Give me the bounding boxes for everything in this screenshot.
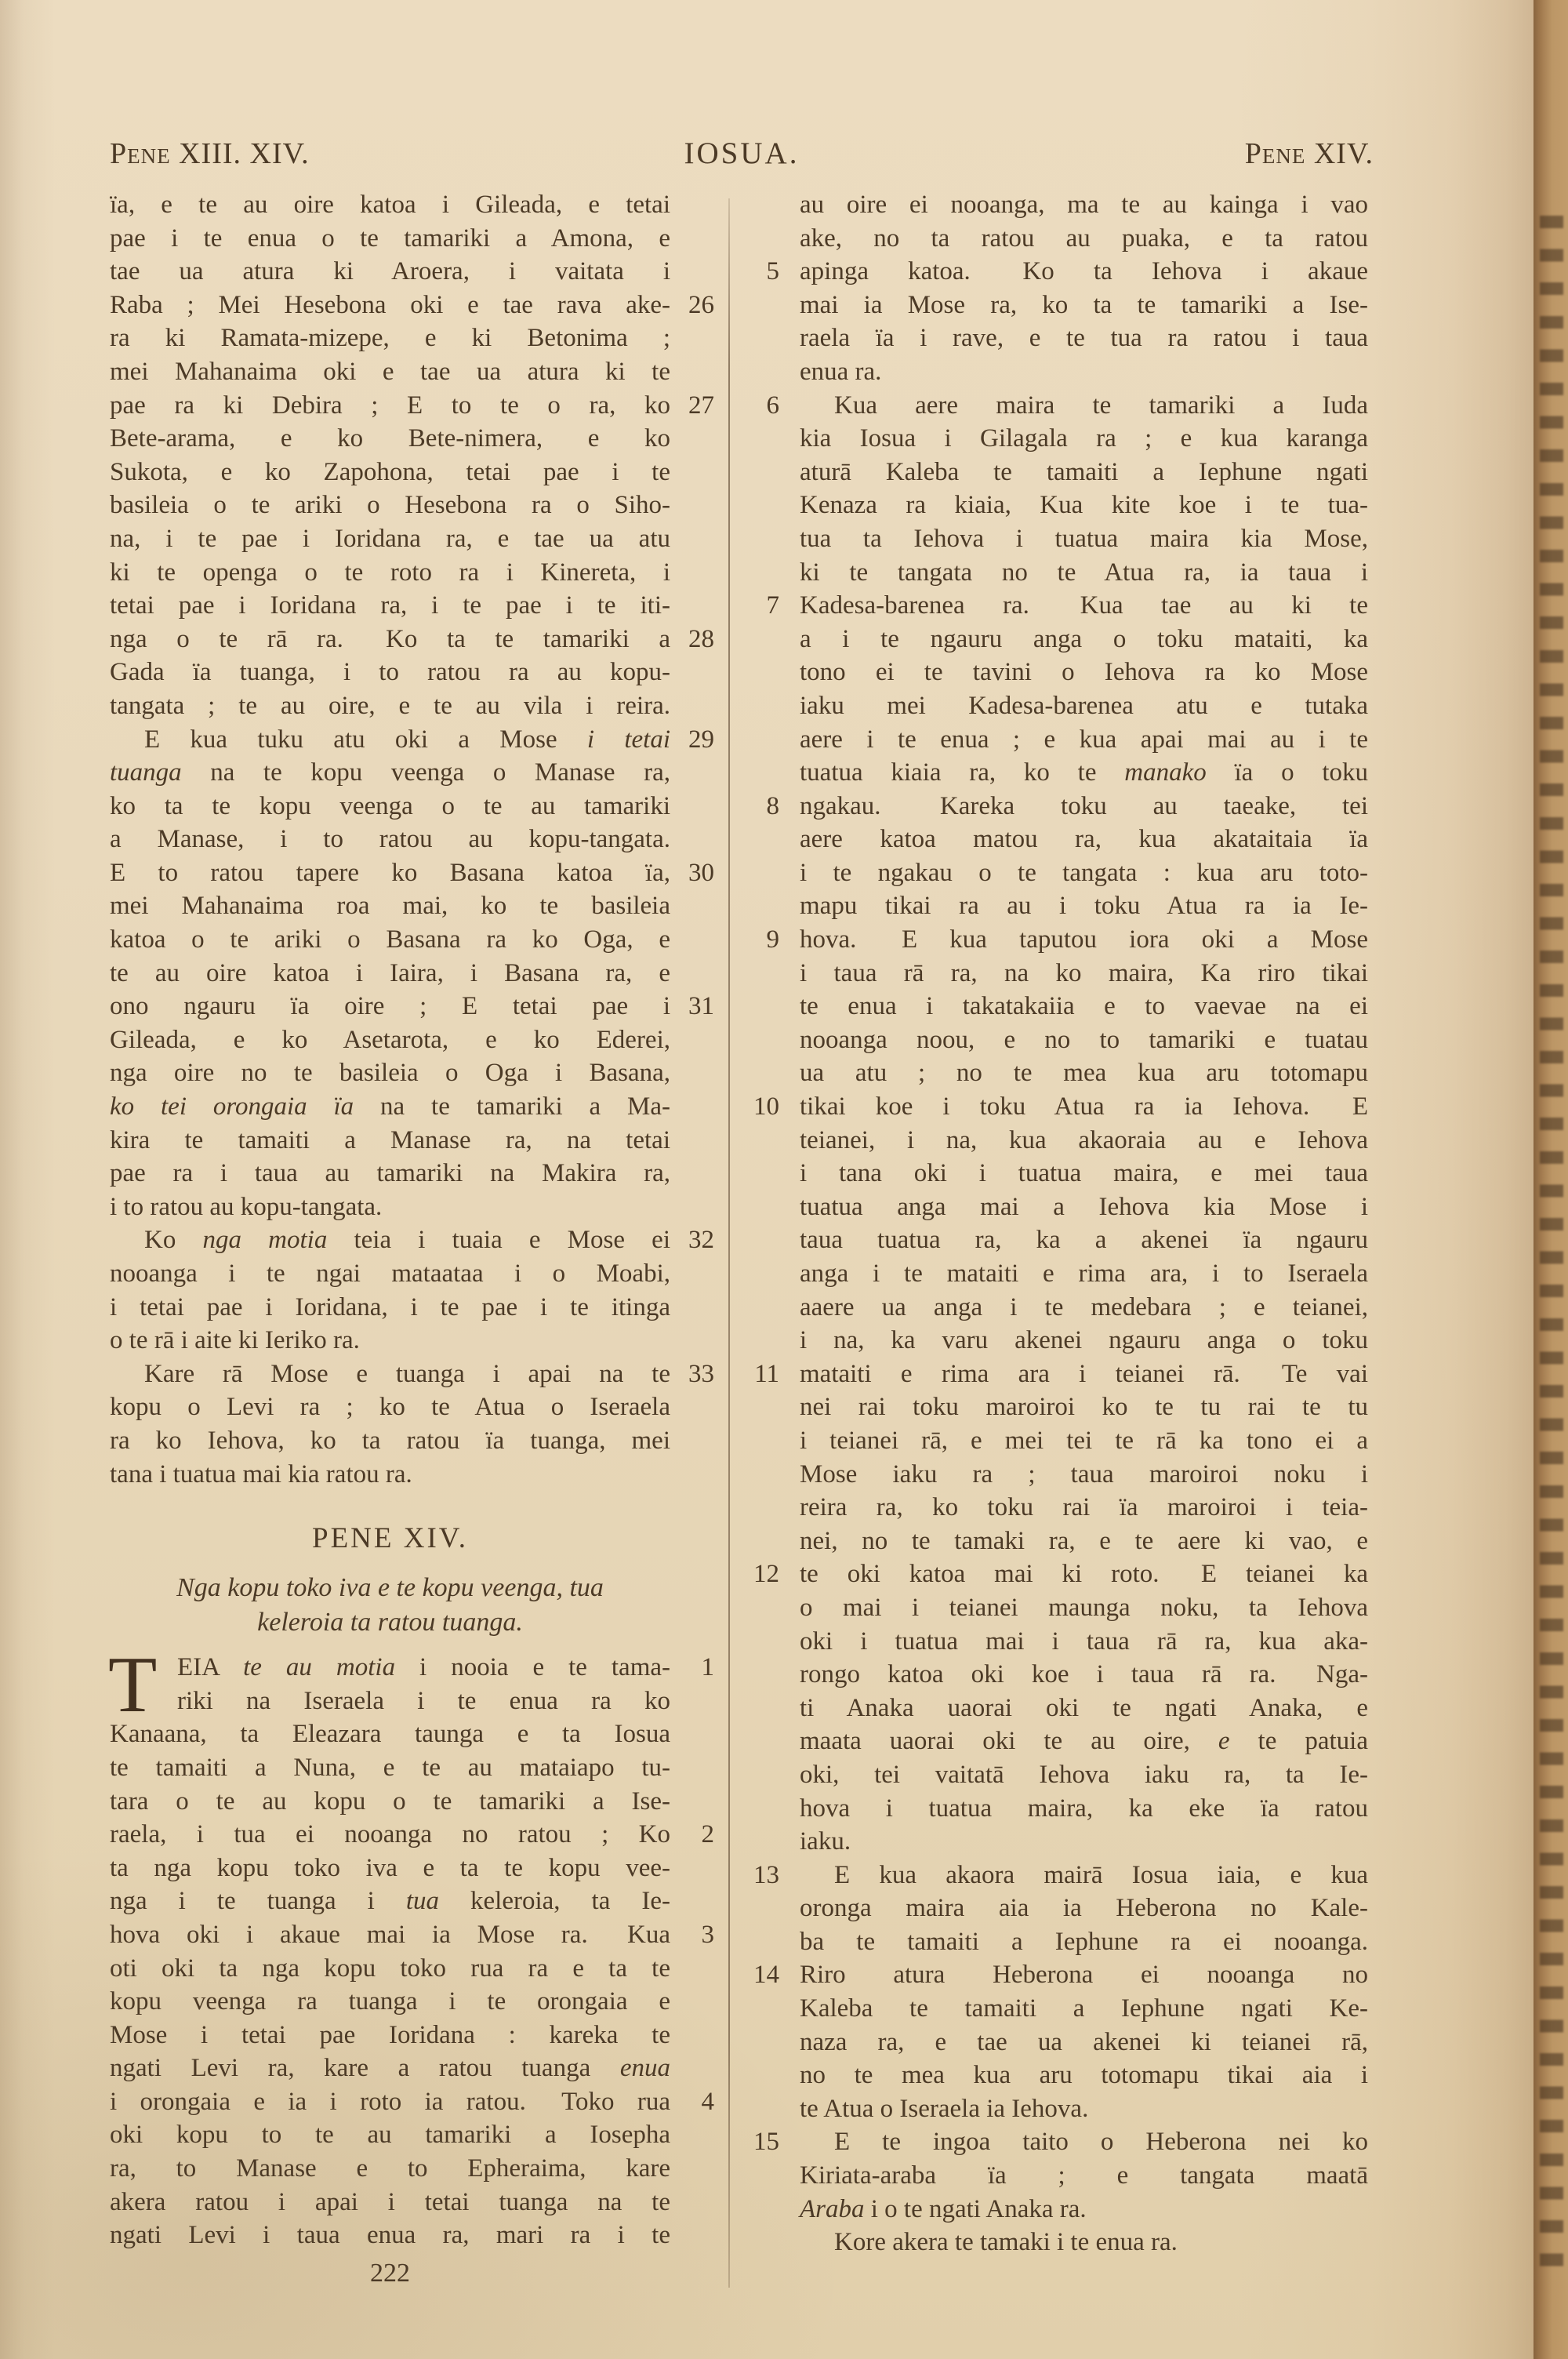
verse-number: 4 — [701, 2087, 714, 2116]
text-line: maata uaorai oki te au oire, e te patuia — [800, 1727, 1369, 1756]
text-line: kira te tamaiti a Manase ra, na tetai — [110, 1125, 670, 1154]
text-line: hova oki i akaue mai ia Mose ra. Kua 3 — [110, 1918, 670, 1952]
text-line: nei, no te tamaki ra, e te aere ki vao, e — [800, 1526, 1368, 1555]
text-line: basileia o te ariki o Hesebona ra o Siho- — [110, 491, 670, 520]
text-line: raela ïa i rave, e te tua ra ratou i taua — [800, 324, 1368, 353]
text-line: naza ra, e tae ua akenei ki teianei rā, — [800, 2027, 1368, 2056]
text-line: Riro atura Heberona ei nooanga no 14 — [800, 1958, 1368, 1992]
text-line: Kadesa-barenea ra. Kua tae au ki te 7 — [800, 589, 1368, 623]
text-line: te au oire katoa i Iaira, i Basana ra, e — [110, 958, 670, 987]
text-line: iaku. — [800, 1827, 851, 1856]
text-line: ki te openga o te roto ra i Kinereta, i — [110, 558, 670, 587]
verse-number: 7 — [766, 591, 779, 620]
text-line: ba te tamaiti a Iephune ra ei nooanga. — [800, 1927, 1368, 1956]
text-line: nga o te rā ra. Ko ta te tamariki a 28 — [110, 623, 670, 656]
column-divider-rule — [728, 198, 730, 2288]
text-line: Mose iaku ra ; taua maroiroi noku i — [800, 1459, 1368, 1488]
text-line: ngati Levi i taua enua ra, mari ra i te — [110, 2221, 670, 2250]
text-line: E te ingoa taito o Heberona nei ko 15 — [800, 2125, 1368, 2159]
text-line: te Atua o Iseraela ia Iehova. — [800, 2094, 1089, 2123]
running-head-title: IOSUA. — [684, 136, 800, 170]
text-line: Araba i o te ngati Anaka ra. — [800, 2194, 1087, 2223]
text-line: ki te tangata no te Atua ra, ia taua i — [800, 558, 1368, 587]
text-line: mei Mahanaima roa mai, ko te basileia — [110, 892, 670, 921]
text-line: i na, ka varu akenei ngauru anga o toku — [800, 1326, 1368, 1355]
text-line: kopu o Levi ra ; ko te Atua o Iseraela — [110, 1393, 670, 1422]
text-line: EIA te au motia i nooia e te tama- 1 — [110, 1651, 670, 1685]
text-line: te enua i takatakaiia e to vaevae na ei — [800, 992, 1368, 1021]
chapter-heading: PENE XIV. — [312, 1522, 468, 1555]
text-line: katoa o te ariki o Basana ra ko Oga, e — [110, 925, 670, 954]
text-line: ïa, e te au oire katoa i Gileada, e tetai — [110, 191, 670, 219]
text-line: mataiti e rima ara i teianei rā. Te vai 11 — [800, 1358, 1368, 1391]
text-line: tono ei te tavini o Iehova ra ko Mose — [800, 658, 1368, 687]
text-line: mapu tikai ra au i toku Atua ra ia Ie- — [800, 892, 1368, 921]
text-line: aturā Kaleba te tamaiti a Iephune ngati — [800, 457, 1368, 486]
right-column — [753, 188, 1369, 2259]
text-line: Sukota, e ko Zapohona, tetai pae i te — [110, 457, 670, 486]
text-line: reira ra, ko toku rai ïa maroiroi i teia- — [800, 1493, 1368, 1522]
text-line: kopu veenga ra tuanga i te orongaia e — [110, 1987, 670, 2016]
text-line: ra, to Manase e to Epheraima, kare — [110, 2154, 670, 2183]
text-line: ti Anaka uaorai oki te ngati Anaka, e — [800, 1693, 1368, 1722]
text-line: i tetai pae i Ioridana, i te pae i te itinga — [110, 1292, 670, 1321]
text-line: Kiriata-araba ïa ; e tangata maatā — [800, 2161, 1368, 2190]
chapter-opening-paragraph — [108, 1641, 714, 2252]
verse-number: 3 — [701, 1920, 714, 1949]
text-line: nooanga i te ngai mataataa i o Moabi, — [110, 1259, 670, 1288]
chapter-subtitle-line-2: keleroia ta ratou tuanga. — [257, 1608, 523, 1637]
verse-number: 5 — [766, 257, 779, 286]
text-line: ua atu ; no te mea kua aru totomapu — [800, 1059, 1368, 1088]
text-line: oki kopu to te au tamariki a Iosepha — [110, 2121, 670, 2150]
chapter-subtitle-line-1: Nga kopu toko iva e te kopu veenga, tua — [176, 1573, 604, 1603]
text-line: Kaleba te tamaiti a Iephune ngati Ke- — [800, 1994, 1368, 2023]
text-line: no te mea kua aru totomapu tikai aia i — [800, 2061, 1368, 2090]
text-line: i orongaia e ia i roto ia ratou. Toko rua 4 — [110, 2085, 670, 2119]
text-line: Gileada, e ko Asetarota, e ko Ederei, — [110, 1025, 670, 1054]
text-line: ko tei orongaia ïa na te tamariki a Ma- — [110, 1092, 671, 1121]
text-line: enua ra. — [800, 357, 882, 386]
running-head — [110, 132, 1374, 176]
verse-number: 33 — [688, 1359, 714, 1388]
left-column — [108, 188, 714, 2290]
chapter-opening-text — [108, 1641, 714, 2252]
text-line: iaku mei Kadesa-barenea atu e tutaka — [800, 691, 1368, 720]
text-line: te tamaiti a Nuna, e te au mataiapo tu- — [110, 1753, 670, 1782]
text-line: pae i te enua o te tamariki a Amona, e — [110, 224, 670, 253]
text-line: pae ra i taua au tamariki na Makira ra, — [110, 1159, 670, 1188]
text-line: i teianei rā, e mei tei te rā ka tono ei a — [800, 1426, 1368, 1455]
text-line: mei Mahanaima oki e tae ua atura ki te — [110, 357, 670, 386]
text-line: pae ra ki Debira ; E to te o ra, ko 27 — [110, 389, 670, 423]
left-column-text — [110, 188, 714, 1491]
text-line: tikai koe i toku Atua ra ia Iehova. E 10 — [800, 1090, 1368, 1124]
text-line: ngati Levi ra, kare a ratou tuanga enua — [110, 2054, 670, 2083]
text-line: nei rai toku maroiroi ko te tu rai te tu — [800, 1393, 1368, 1422]
text-line: E kua tuku atu oki a Mose i tetai 29 — [110, 723, 670, 757]
text-line: nga oire no te basileia o Oga i Basana, — [110, 1059, 670, 1088]
text-line: tua ta Iehova i tuatua maira kia Mose, — [800, 524, 1368, 553]
text-line: i taua rā ra, na ko maira, Ka riro tikai — [800, 958, 1368, 987]
text-line: tae ua atura ki Aroera, i vaitata i — [110, 257, 670, 286]
text-line: a Manase, i to ratou au kopu-tangata. — [110, 825, 670, 854]
text-line: Mose i tetai pae Ioridana : kareka te — [110, 2020, 670, 2049]
text-line: oti oki ta nga kopu toko rua ra e ta te — [110, 1954, 670, 1983]
verse-number: 10 — [753, 1092, 779, 1121]
verse-number: 12 — [753, 1560, 779, 1589]
verse-number: 8 — [766, 791, 779, 820]
text-line: Bete-arama, e ko Bete-nimera, e ko — [110, 424, 670, 453]
verse-number: 9 — [766, 925, 779, 954]
text-line: tara o te au kopu o te tamariki a Ise- — [110, 1787, 670, 1816]
text-line: rongo katoa oki koe i taua rā ra. Nga- — [800, 1660, 1368, 1689]
right-column-text — [753, 188, 1369, 2259]
text-line: taua tuatua ra, ka a akenei ïa ngauru — [800, 1226, 1368, 1255]
text-line: raela, i tua ei nooanga no ratou ; Ko 2 — [110, 1818, 670, 1852]
verse-number: 13 — [753, 1860, 779, 1889]
text-line: hova i tuatua maira, ka eke ïa ratou — [800, 1794, 1368, 1823]
text-line: ake, no ta ratou au puaka, e ta ratou — [800, 224, 1368, 253]
running-head-left: Pene XIII. XIV. — [110, 137, 310, 170]
verse-number: 30 — [688, 858, 714, 887]
text-line: tuatua kiaia ra, ko te manako ïa o toku — [800, 758, 1369, 787]
verse-number: 2 — [701, 1820, 714, 1849]
text-line: tetai pae i Ioridana ra, i te pae i te iti- — [110, 591, 670, 620]
text-line: te oki katoa mai ki roto. E teianei ka 12 — [800, 1558, 1368, 1591]
text-line: apinga katoa. Ko ta Iehova i akaue 5 — [800, 255, 1368, 289]
verse-number: 15 — [753, 2128, 779, 2157]
text-line: E kua akaora mairā Iosua iaia, e kua 13 — [800, 1859, 1368, 1892]
text-line: aere i te enua ; e kua apai mai au i te — [800, 725, 1368, 754]
text-line: riki na Iseraela i te enua ra ko — [177, 1686, 670, 1715]
verse-number: 29 — [688, 725, 714, 754]
text-line: Kore akera te tamaki i te enua ra. — [834, 2228, 1178, 2257]
text-line: hova. E kua taputou iora oki a Mose 9 — [800, 923, 1368, 957]
text-line: ta nga kopu toko iva e ta te kopu vee- — [110, 1853, 670, 1882]
text-line: ra ki Ramata-mizepe, e ki Betonima ; — [110, 324, 670, 353]
text-line: ono ngauru ïa oire ; E tetai pae i 31 — [110, 990, 670, 1023]
text-line: oki, tei vaitatā Iehova iaku ra, ta Ie- — [800, 1760, 1368, 1789]
text-line: ngakau. Kareka toku au taeake, tei 8 — [800, 790, 1368, 823]
text-line: oki i tuatua mai i taua rā ra, kua aka- — [800, 1627, 1368, 1656]
text-line: nooanga noou, e no to tamariki e tuatau — [800, 1025, 1368, 1054]
text-line: i tana oki i tuatua maira, e mei taua — [800, 1159, 1368, 1188]
text-line: Gada ïa tuanga, i to ratou ra au kopu- — [110, 658, 670, 687]
text-line: Kua aere maira te tamariki a Iuda 6 — [800, 389, 1368, 423]
verse-number: 32 — [688, 1226, 714, 1255]
text-line: i to ratou au kopu-tangata. — [110, 1192, 383, 1221]
text-line: Kare rā Mose e tuanga i apai na te 33 — [110, 1358, 670, 1391]
text-line: tana i tuatua mai kia ratou ra. — [110, 1459, 412, 1488]
verse-number: 11 — [754, 1359, 779, 1388]
text-line: tuanga na te kopu veenga o Manase ra, — [110, 758, 670, 787]
text-line: au oire ei nooanga, ma te au kainga i vao — [800, 191, 1368, 219]
drop-cap-letter: T — [108, 1641, 158, 1730]
text-line: aere katoa matou ra, kua akataitaia ïa — [800, 825, 1368, 854]
text-line: akera ratou i apai i tetai tuanga na te — [110, 2187, 670, 2216]
text-line: anga i te mataiti e rima ara, i to Iseraela — [800, 1259, 1368, 1288]
running-head-right: Pene XIV. — [1244, 137, 1374, 170]
text-line: Kenaza ra kiaia, Kua kite koe i te tua- — [800, 491, 1368, 520]
next-page-text-fragments — [1540, 205, 1563, 2284]
text-line: tuatua anga mai a Iehova kia Mose i — [800, 1192, 1368, 1221]
text-line: o mai i teianei maunga noku, ta Iehova — [800, 1593, 1368, 1622]
text-line: ra ko Iehova, ko ta ratou ïa tuanga, mei — [110, 1426, 670, 1455]
text-line: E to ratou tapere ko Basana katoa ïa, 30 — [110, 856, 670, 890]
text-line: ko ta te kopu veenga o te au tamariki — [110, 791, 670, 820]
text-line: i te ngakau o te tangata : kua aru toto- — [800, 858, 1368, 887]
text-line: a i te ngauru anga o toku mataiti, ka — [800, 624, 1368, 653]
text-line: tangata ; te au oire, e te au vila i reira. — [110, 691, 670, 720]
text-line: teianei, i na, kua akaoraia au e Iehova — [800, 1125, 1368, 1154]
text-line: oronga maira aia ia Heberona no Kale- — [800, 1894, 1368, 1923]
text-line: aaere ua anga i te medebara ; e teianei, — [800, 1292, 1368, 1321]
text-line: Kanaana, ta Eleazara taunga e ta Iosua — [110, 1720, 670, 1749]
verse-number: 14 — [753, 1961, 779, 1990]
text-line: kia Iosua i Gilagala ra ; e kua karanga — [800, 424, 1368, 453]
verse-number: 28 — [688, 624, 714, 653]
page-number: 222 — [370, 2258, 410, 2288]
text-line: Raba ; Mei Hesebona oki e tae rava ake- 26 — [110, 289, 670, 322]
verse-number: 26 — [688, 290, 714, 319]
verse-number: 31 — [688, 992, 714, 1021]
verse-number: 27 — [688, 391, 714, 420]
text-line: o te rā i aite ki Ieriko ra. — [110, 1326, 360, 1355]
text-line: Ko nga motia teia i tuaia e Mose ei 32 — [110, 1223, 670, 1257]
verse-number: 1 — [701, 1653, 714, 1682]
text-line: nga i te tuanga i tua keleroia, ta Ie- — [110, 1887, 670, 1916]
text-line: na, i te pae i Ioridana ra, e tae ua atu — [110, 524, 670, 553]
text-line: mai ia Mose ra, ko ta te tamariki a Ise- — [800, 290, 1368, 319]
verse-number: 6 — [766, 391, 779, 420]
